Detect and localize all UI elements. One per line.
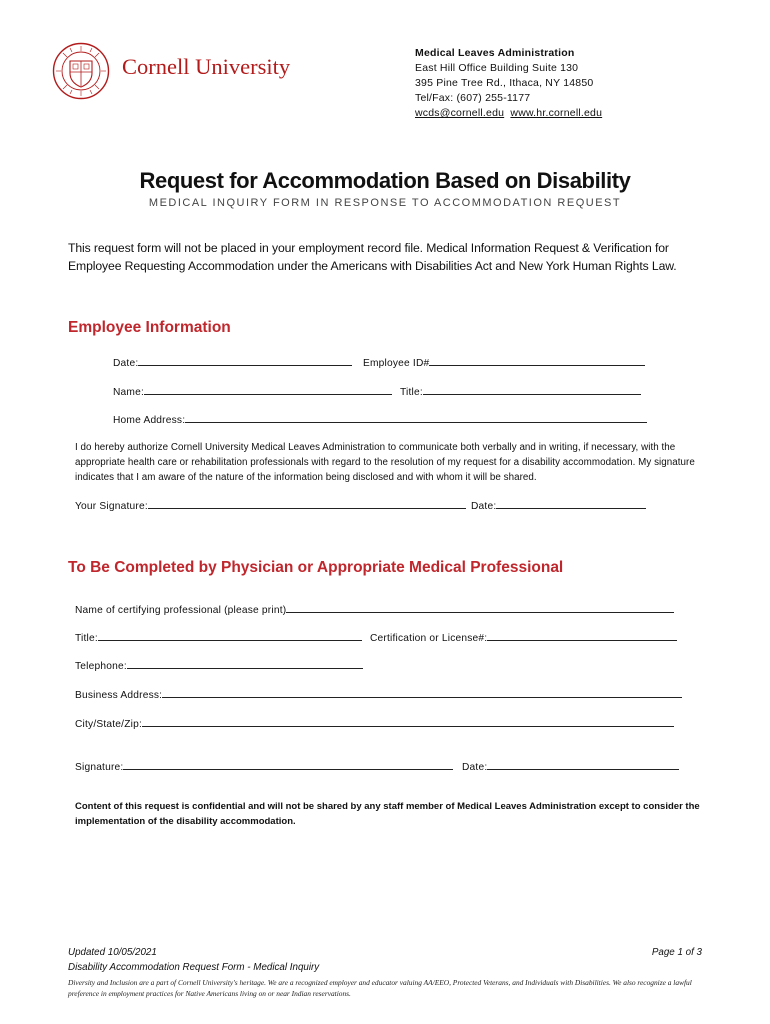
street-address: 395 Pine Tree Rd., Ithaca, NY 14850: [415, 77, 594, 89]
office-building: East Hill Office Building Suite 130: [415, 62, 579, 74]
date-label: Date:: [113, 358, 139, 369]
website-link[interactable]: www.hr.cornell.edu: [510, 107, 603, 119]
department-name: Medical Leaves Administration: [415, 47, 575, 59]
city-state-zip-line: [142, 717, 674, 727]
physician-signature-label: Signature:: [75, 762, 124, 773]
home-address-field[interactable]: [113, 413, 647, 426]
physician-signature-line: [123, 760, 453, 770]
certifying-name-label: Name of certifying professional (please print): [75, 605, 287, 616]
employee-id-line: [429, 356, 645, 366]
intro-paragraph: This request form will not be placed in your employment record file. Medical Information Request & Verification for Employee Requesting Accommodation under the Americans with Disabilities Act and New York Human Rights Law.: [68, 241, 677, 273]
telephone-line: [127, 659, 363, 669]
employee-signature-date-field[interactable]: [471, 499, 646, 512]
signature-line: [148, 499, 466, 509]
footer-form-name: Disability Accommodation Request Form - Medical Inquiry: [68, 962, 320, 973]
page-title: Request for Accommodation Based on Disability: [139, 168, 631, 193]
business-address-field[interactable]: [75, 688, 682, 701]
business-address-line: [162, 688, 682, 698]
email-link[interactable]: wcds@cornell.edu: [415, 107, 505, 119]
city-state-zip-label: City/State/Zip:: [75, 719, 142, 730]
date-line: [138, 356, 352, 366]
signature-label: Your Signature:: [75, 501, 148, 512]
title-label: Title:: [400, 387, 423, 398]
employee-signature-field[interactable]: [75, 499, 466, 512]
certification-line: [487, 631, 677, 641]
title-line: [423, 385, 641, 395]
page-subtitle: MEDICAL INQUIRY FORM IN RESPONSE TO ACCOMMODATION REQUEST: [148, 197, 622, 209]
confidentiality-notice: Content of this request is confidential and will not be shared by any staff member of Medical Leaves Administration except to consider the implementation of the disability accommodation.: [75, 801, 700, 827]
employee-name-field[interactable]: [113, 385, 392, 398]
employee-info-heading: Employee Information: [68, 319, 231, 336]
city-state-zip-field[interactable]: [75, 717, 674, 730]
certification-field[interactable]: [370, 631, 677, 644]
employee-id-field[interactable]: [363, 356, 645, 369]
physician-signature-field[interactable]: [75, 760, 453, 773]
physician-title-label: Title:: [75, 633, 98, 644]
footer-updated: Updated 10/05/2021: [68, 947, 157, 958]
employee-title-field[interactable]: [400, 385, 641, 398]
employee-id-label: Employee ID#: [363, 358, 430, 369]
footer-diversity-statement: Diversity and Inclusion are a part of Cornell University's heritage. We are a recognized employer and educator valuing AA/EEO, Protected Veterans, and Individuals with Disabilities. We also recognize a lawful preference in employment practices for Native Americans living on or near Indian reservations.: [68, 978, 692, 998]
telephone-field[interactable]: [75, 659, 363, 672]
certification-label: Certification or License#:: [370, 633, 488, 644]
name-line: [144, 385, 392, 395]
telephone-label: Telephone:: [75, 661, 127, 672]
certifying-name-field[interactable]: [75, 603, 674, 616]
physician-title-line: [98, 631, 362, 641]
contact-links: [415, 106, 602, 121]
employee-date-field[interactable]: [113, 356, 352, 369]
home-address-line: [185, 413, 647, 423]
signature-date-label: Date:: [471, 501, 497, 512]
cornell-logo: [52, 42, 291, 94]
business-address-label: Business Address:: [75, 690, 163, 701]
physician-date-line: [487, 760, 679, 770]
physician-heading: To Be Completed by Physician or Appropriate Medical Professional: [68, 559, 564, 576]
cornell-seal-icon: [52, 42, 110, 100]
logo-wordmark: Cornell University: [122, 54, 291, 79]
physician-date-label: Date:: [462, 762, 488, 773]
physician-date-field[interactable]: [462, 760, 679, 773]
physician-title-field[interactable]: [75, 631, 362, 644]
name-label: Name:: [113, 387, 145, 398]
footer-page-number: Page 1 of 3: [651, 947, 702, 958]
contact-block: [415, 46, 602, 121]
authorization-paragraph: I do hereby authorize Cornell University Medical Leaves Administration to communicate both verbally and in writing, if necessary, with the appropriate health care or rehabilitation professionals with regard to the resolution of my request for a disability accommodation. My signature indicates that I am aware of the nature of the information being disclosed and with whom it will be shared.: [75, 442, 695, 483]
home-address-label: Home Address:: [113, 415, 186, 426]
phone-fax: Tel/Fax: (607) 255-1177: [415, 92, 531, 104]
signature-date-line: [496, 499, 646, 509]
certifying-name-line: [286, 603, 674, 613]
